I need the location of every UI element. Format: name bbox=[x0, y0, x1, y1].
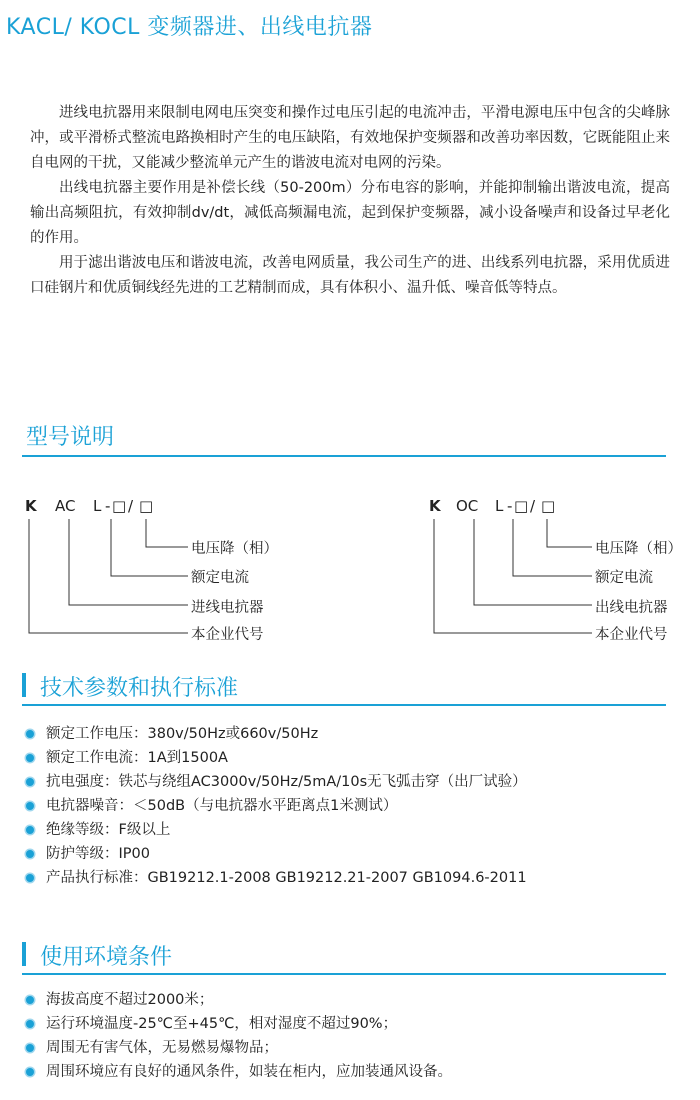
env-section-marker bbox=[22, 942, 26, 966]
connector-current-left bbox=[111, 519, 188, 576]
code-current-box: □ bbox=[514, 497, 529, 515]
connector-type-left bbox=[69, 519, 188, 605]
env-section-heading: 使用环境条件 bbox=[40, 945, 173, 970]
bullet-icon bbox=[26, 1044, 34, 1052]
connector-company-left bbox=[29, 519, 188, 633]
list-item: 抗电强度：铁芯与绕组AC3000v/50Hz/5mA/10s无飞弧击穿（出厂试验） bbox=[24, 770, 527, 794]
code-company: K bbox=[429, 497, 441, 515]
connector-voltage-right bbox=[547, 519, 592, 547]
code-slash: / bbox=[128, 497, 134, 515]
label-voltage-drop-left: 电压降（相） bbox=[191, 541, 278, 557]
bullet-icon bbox=[26, 996, 34, 1004]
label-reactor-type-right: 出线电抗器 bbox=[595, 600, 668, 616]
label-reactor-type-left: 进线电抗器 bbox=[191, 600, 264, 616]
code-dash: - bbox=[105, 497, 111, 515]
label-voltage-drop-right: 电压降（相） bbox=[595, 541, 682, 557]
code-reactor: L bbox=[495, 497, 504, 515]
intro-text bbox=[30, 101, 670, 301]
label-company-code-left: 本企业代号 bbox=[191, 627, 264, 643]
bullet-icon bbox=[26, 1020, 34, 1028]
list-item: 电抗器噪音：＜50dB（与电抗器水平距离点1米测试） bbox=[24, 794, 527, 818]
connector-type-right bbox=[474, 519, 592, 605]
connector-voltage-left bbox=[146, 519, 188, 547]
connector-company-right bbox=[434, 519, 592, 633]
code-company: K bbox=[25, 497, 37, 515]
bullet-icon bbox=[26, 874, 34, 882]
code-reactor: L bbox=[93, 497, 102, 515]
list-item: 产品执行标准：GB19212.1-2008 GB19212.21-2007 GB1094.6-2011 bbox=[24, 866, 527, 890]
label-company-code-right: 本企业代号 bbox=[595, 627, 668, 643]
code-type: AC bbox=[55, 497, 76, 515]
model-section-divider bbox=[22, 455, 666, 457]
page-title: KACL/ KOCL 变频器进、出线电抗器 bbox=[6, 15, 373, 40]
intro-paragraph-output-reactor: 出线电抗器主要作用是补偿长线（50-200m）分布电容的影响，并能抑制输出谐波电流，提高输出高频阻抗，有效抑制dv/dt，减低高频漏电流，起到保护变频器，减小设备噪声和设备过早老化的作用。 bbox=[30, 180, 670, 246]
tech-section-divider bbox=[22, 704, 666, 706]
code-dash: - bbox=[507, 497, 513, 515]
model-section-heading: 型号说明 bbox=[26, 425, 115, 450]
list-item: 海拔高度不超过2000米； bbox=[24, 988, 452, 1012]
bullet-icon bbox=[26, 826, 34, 834]
tech-params-list bbox=[24, 722, 527, 890]
list-item: 额定工作电压：380v/50Hz或660v/50Hz bbox=[24, 722, 527, 746]
list-item: 周围环境应有良好的通风条件，如装在柜内，应加装通风设备。 bbox=[24, 1060, 452, 1084]
label-rated-current-right: 额定电流 bbox=[595, 570, 653, 586]
label-rated-current-left: 额定电流 bbox=[191, 570, 249, 586]
list-item: 周围无有害气体，无易燃易爆物品； bbox=[24, 1036, 452, 1060]
list-item: 绝缘等级：F级以上 bbox=[24, 818, 527, 842]
list-item: 防护等级：IP00 bbox=[24, 842, 527, 866]
code-type: OC bbox=[456, 497, 479, 515]
code-voltage-box: □ bbox=[139, 497, 154, 515]
intro-paragraph-input-reactor: 进线电抗器用来限制电网电压突变和操作过电压引起的电流冲击，平滑电源电压中包含的尖峰脉冲，或平滑桥式整流电路换相时产生的电压缺陷，有效地保护变频器和改善功率因数，它既能阻止来自电网的干扰，又能减少整流单元产生的谐波电流对电网的污染。 bbox=[30, 105, 670, 171]
code-slash: / bbox=[530, 497, 536, 515]
bullet-icon bbox=[26, 850, 34, 858]
tech-section-marker bbox=[22, 673, 26, 697]
bullet-icon bbox=[26, 754, 34, 762]
code-current-box: □ bbox=[112, 497, 127, 515]
code-voltage-box: □ bbox=[541, 497, 556, 515]
list-item: 额定工作电流：1A到1500A bbox=[24, 746, 527, 770]
tech-section-heading: 技术参数和执行标准 bbox=[40, 676, 239, 701]
bullet-icon bbox=[26, 730, 34, 738]
bullet-icon bbox=[26, 1068, 34, 1076]
bullet-icon bbox=[26, 778, 34, 786]
env-conditions-list bbox=[24, 988, 452, 1084]
list-item: 运行环境温度-25℃至+45℃，相对湿度不超过90%； bbox=[24, 1012, 452, 1036]
bullet-icon bbox=[26, 802, 34, 810]
intro-paragraph-features: 用于滤出谐波电压和谐波电流，改善电网质量，我公司生产的进、出线系列电抗器，采用优质进口硅钢片和优质铜线经先进的工艺精制而成，具有体积小、温升低、噪音低等特点。 bbox=[30, 255, 670, 296]
env-section-divider bbox=[22, 973, 666, 975]
connector-current-right bbox=[513, 519, 592, 576]
